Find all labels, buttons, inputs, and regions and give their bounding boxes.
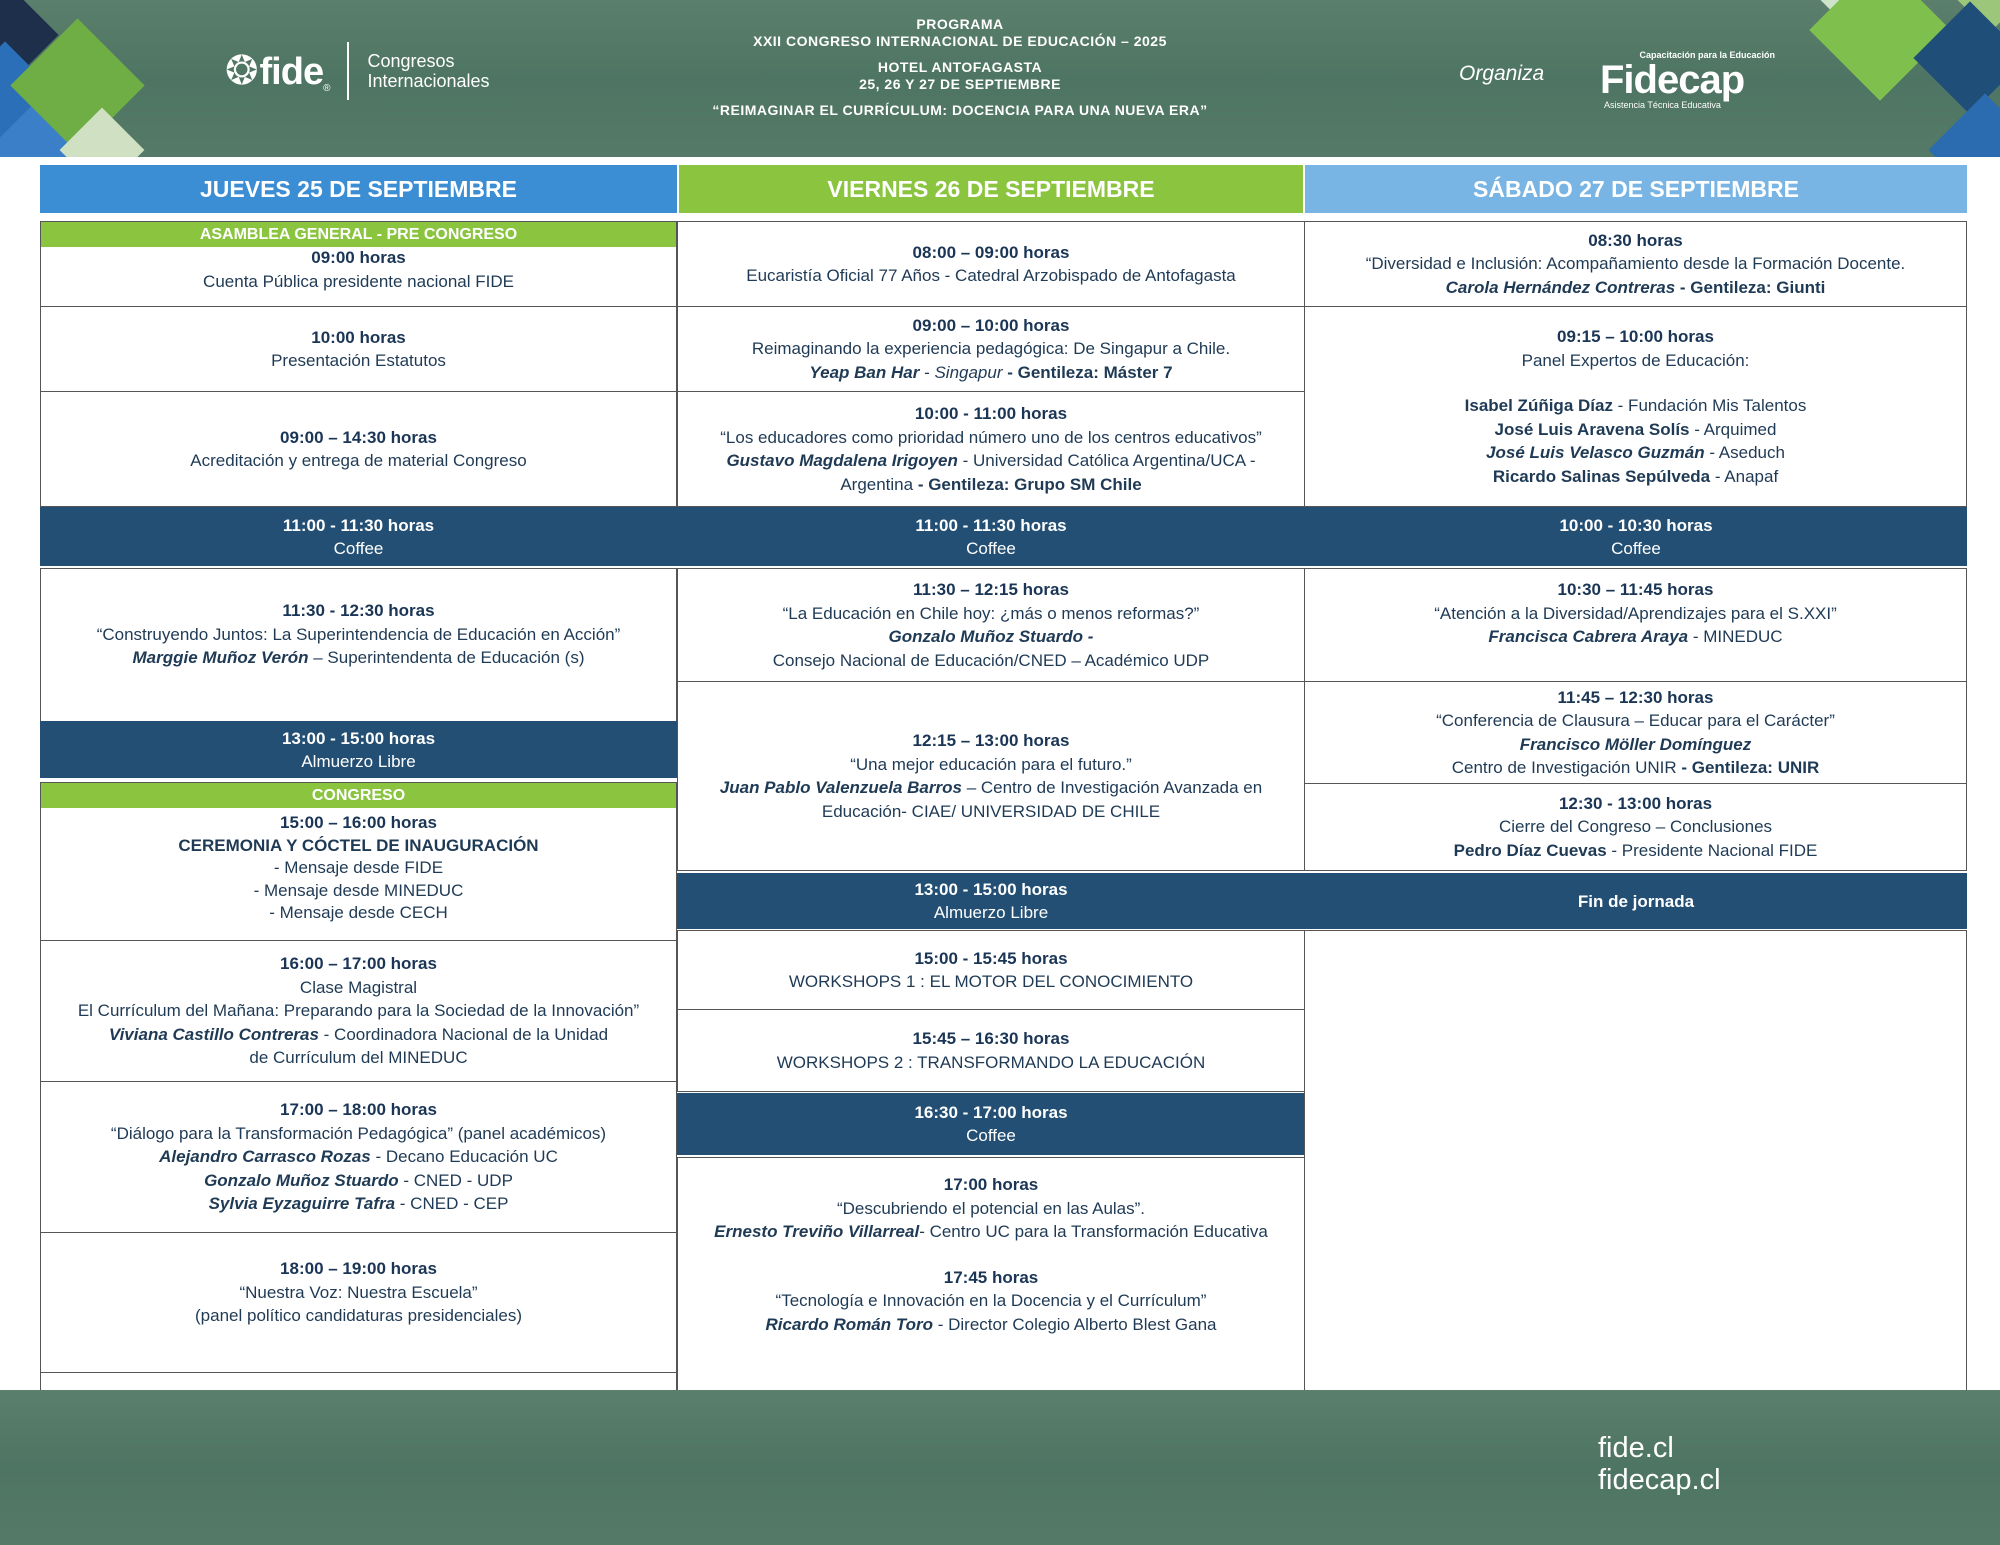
- day-header-saturday: SÁBADO 27 DE SEPTIEMBRE: [1305, 165, 1967, 213]
- logo-divider: [347, 42, 349, 100]
- speaker-name: Carola Hernández Contreras: [1445, 277, 1676, 297]
- fidecap-tagline: Capacitación para la Educación: [1639, 50, 1775, 60]
- session-time: 18:00 – 19:00 horas: [280, 1259, 437, 1278]
- session-title: Acreditación y entrega de material Congreso: [190, 451, 527, 470]
- session-cell: [677, 930, 1305, 1010]
- session-time: 10:00 horas: [311, 327, 406, 347]
- panelist-name: Alejandro Carrasco Rozas: [159, 1147, 371, 1167]
- speaker-name: Gustavo Magdalena Irigoyen: [726, 451, 958, 470]
- congress-name: XXII CONGRESO INTERNACIONAL DE EDUCACIÓN – 2025: [753, 33, 1167, 49]
- section-label-asamblea: ASAMBLEA GENERAL - PRE CONGRESO: [41, 222, 676, 247]
- fidecap-link[interactable]: fidecap.cl: [1598, 1464, 1721, 1496]
- break-label: Coffee: [966, 538, 1016, 558]
- day-header-thursday: JUEVES 25 DE SEPTIEMBRE: [40, 165, 677, 213]
- session-cell: [677, 1157, 1305, 1393]
- panelist-name: Gonzalo Muñoz Stuardo: [204, 1170, 399, 1190]
- person-figure-icon: ❂: [225, 49, 258, 93]
- session-cell: [1304, 568, 1967, 682]
- speaker-role: - Presidente Nacional FIDE: [1606, 840, 1818, 860]
- congresos-line-2: Internacionales: [367, 71, 490, 91]
- panelist-name: Sylvia Eyzaguirre Tafra: [208, 1194, 396, 1214]
- speaker-role: – Superintendenta de Educación (s): [308, 648, 585, 667]
- session-title: Cuenta Pública presidente nacional FIDE: [203, 271, 514, 291]
- session-cell: [1304, 783, 1967, 871]
- panelist-role: - Fundación Mis Talentos: [1612, 396, 1807, 415]
- coffee-break-band: [1305, 507, 1967, 566]
- session-cell: [40, 306, 677, 392]
- panelist-role: - CNED - UDP: [398, 1170, 513, 1190]
- panelist-role: - Arquimed: [1689, 419, 1777, 439]
- session-title: WORKSHOPS 2 : TRANSFORMANDO LA EDUCACIÓN: [776, 1052, 1206, 1072]
- session-time: 08:30 horas: [1588, 230, 1683, 250]
- session-cell: [40, 1232, 677, 1373]
- session-title: “Una mejor educación para el futuro.”: [850, 754, 1132, 774]
- session-cell: [1304, 681, 1967, 784]
- session-title: Presentación Estatutos: [271, 351, 446, 370]
- speaker-role: Consejo Nacional de Educación/CNED – Académico UDP: [772, 650, 1210, 670]
- coffee-break-band: [677, 1093, 1305, 1155]
- session-title: Eucaristía Oficial 77 Años - Catedral Arzobispado de Antofagasta: [746, 266, 1236, 285]
- separator: -: [919, 362, 935, 382]
- session-time: 10:00 - 10:30 horas: [1559, 515, 1713, 535]
- session-time: 12:15 – 13:00 horas: [912, 731, 1070, 750]
- congresos-label: [367, 51, 489, 91]
- session-title: “Construyendo Juntos: La Superintendencia de Educación en Acción”: [96, 624, 621, 644]
- session-title: Cierre del Congreso – Conclusiones: [1498, 817, 1773, 837]
- day-header-friday: VIERNES 26 DE SEPTIEMBRE: [679, 165, 1303, 213]
- congresos-line-1: Congresos: [367, 51, 455, 71]
- agenda-item: - Mensaje desde CECH: [269, 903, 448, 922]
- session-time: 11:30 – 12:15 horas: [913, 580, 1069, 599]
- sponsor: - Gentileza: UNIR: [1681, 758, 1820, 777]
- speaker-role: - Universidad Católica Argentina/UCA -: [957, 451, 1256, 470]
- break-label: Almuerzo Libre: [301, 751, 416, 771]
- fide-link[interactable]: fide.cl: [1598, 1432, 1674, 1464]
- sponsor: - Gentileza: Grupo SM Chile: [917, 474, 1142, 494]
- speaker-role: - Centro UC para la Transformación Educativa: [919, 1222, 1268, 1241]
- speaker-role: Argentina: [840, 474, 918, 494]
- lunch-band: [40, 721, 677, 778]
- panelist-name: Ricardo Salinas Sepúlveda: [1492, 466, 1711, 486]
- session-title: El Currículum del Mañana: Preparando para la Sociedad de la Innovación”: [77, 1001, 640, 1021]
- session-title: CEREMONIA Y CÓCTEL DE INAUGURACIÓN: [178, 835, 539, 855]
- session-cell: [40, 940, 677, 1082]
- session-title: “Conferencia de Clausura – Educar para el Carácter”: [1436, 711, 1835, 730]
- break-label: Coffee: [333, 538, 384, 558]
- panelist-role: - Decano Educación UC: [370, 1147, 558, 1167]
- session-cell: [40, 1081, 677, 1233]
- coffee-break-band: [677, 507, 1305, 566]
- fide-wordmark: fide: [259, 51, 324, 93]
- speaker-name: Ernesto Treviño Villarreal: [714, 1222, 920, 1241]
- speaker-country: Singapur: [934, 362, 1003, 382]
- sponsor: - Gentileza: Máster 7: [1002, 362, 1173, 382]
- speaker-role: – Centro de Investigación Avanzada en: [961, 778, 1263, 797]
- session-time: 13:00 - 15:00 horas: [914, 880, 1068, 899]
- speaker-name: Marggie Muñoz Verón: [132, 648, 309, 667]
- session-time: 15:45 – 16:30 horas: [912, 1029, 1070, 1048]
- session-title: “Nuestra Voz: Nuestra Escuela”: [239, 1282, 478, 1302]
- session-cell: [1304, 221, 1967, 307]
- lunch-band: [677, 873, 1305, 929]
- empty-cell: [40, 1372, 677, 1392]
- congress-theme: “REIMAGINAR EL CURRÍCULUM: DOCENCIA PARA UNA NUEVA ERA”: [712, 102, 1208, 118]
- session-time: 10:30 – 11:45 horas: [1557, 580, 1714, 599]
- session-title: “Descubriendo el potencial en las Aulas”.: [836, 1198, 1146, 1218]
- session-cell: [677, 568, 1305, 682]
- end-of-day-band: [1305, 873, 1967, 929]
- session-title: “Diversidad e Inclusión: Acompañamiento desde la Formación Docente.: [1365, 254, 1906, 274]
- speaker-name: Pedro Díaz Cuevas: [1453, 840, 1607, 860]
- session-title: Reimaginando la experiencia pedagógica: De Singapur a Chile.: [751, 339, 1231, 359]
- session-time: 15:00 - 15:45 horas: [914, 948, 1068, 968]
- session-title: “La Educación en Chile hoy: ¿más o menos reformas?”: [782, 603, 1200, 623]
- program-title: [600, 16, 1320, 119]
- coffee-break-band: [40, 507, 677, 566]
- session-time: 12:30 - 13:00 horas: [1558, 793, 1713, 813]
- session-time: 09:00 – 14:30 horas: [280, 427, 437, 447]
- session-cell: [677, 221, 1305, 307]
- session-time: 11:45 – 12:30 horas: [1557, 687, 1714, 707]
- sponsor: - Gentileza: Giunti: [1675, 277, 1826, 297]
- session-title: “Tecnología e Innovación en la Docencia y el Currículum”: [775, 1291, 1207, 1310]
- speaker-role: Educación- CIAE/ UNIVERSIDAD DE CHILE: [821, 801, 1161, 821]
- session-time: 09:00 horas: [311, 248, 406, 267]
- registered-mark: ®: [323, 83, 330, 94]
- session-cell: [40, 391, 677, 507]
- session-cell: [40, 568, 677, 722]
- speaker-name: Viviana Castillo Contreras: [108, 1024, 319, 1044]
- venue: HOTEL ANTOFAGASTA: [877, 59, 1043, 75]
- speaker-role: - Director Colegio Alberto Blest Gana: [933, 1314, 1217, 1334]
- fidecap-logo: [1600, 50, 1775, 110]
- end-label: Fin de jornada: [1577, 891, 1695, 911]
- panelist-role: - CNED - CEP: [395, 1194, 509, 1214]
- speaker-name: Yeap Ban Har: [809, 362, 920, 382]
- session-title: WORKSHOPS 1 : EL MOTOR DEL CONOCIMIENTO: [788, 972, 1194, 991]
- session-time: 11:30 - 12:30 horas: [282, 601, 435, 620]
- panelist-role: - Aseduch: [1704, 443, 1785, 462]
- page-header: [0, 0, 2000, 157]
- session-title: Panel Expertos de Educación:: [1521, 350, 1750, 370]
- dates: 25, 26 Y 27 DE SEPTIEMBRE: [859, 76, 1061, 92]
- agenda-item: - Mensaje desde FIDE: [273, 858, 444, 877]
- page-footer: [0, 1390, 2000, 1545]
- break-label: Coffee: [1611, 538, 1661, 558]
- fide-logo: [225, 42, 490, 100]
- speaker-name: Ricardo Román Toro: [765, 1314, 934, 1334]
- speaker-role: Centro de Investigación UNIR: [1451, 758, 1682, 777]
- session-time: 09:15 – 10:00 horas: [1557, 327, 1714, 346]
- session-time: 11:00 - 11:30 horas: [282, 515, 435, 535]
- session-time: 09:00 – 10:00 horas: [912, 315, 1070, 335]
- session-cell: [1304, 306, 1967, 507]
- session-time: 15:00 – 16:00 horas: [280, 813, 437, 832]
- fidecap-wordmark: Fidecap: [1600, 58, 1745, 102]
- session-title: “Los educadores como prioridad número uno de los centros educativos”: [720, 427, 1262, 447]
- speaker-name: Gonzalo Muñoz Stuardo -: [888, 627, 1094, 646]
- session-subtitle: (panel político candidaturas presidenciales): [195, 1306, 522, 1325]
- agenda-item: - Mensaje desde MINEDUC: [253, 880, 464, 900]
- session-title: “Atención a la Diversidad/Aprendizajes para el S.XXI”: [1434, 603, 1837, 623]
- session-time: 13:00 - 15:00 horas: [281, 728, 436, 748]
- session-cell: [677, 391, 1305, 507]
- session-title: “Diálogo para la Transformación Pedagógica” (panel académicos): [110, 1123, 607, 1143]
- speaker-name: Francisco Möller Domínguez: [1519, 734, 1752, 754]
- speaker-role: - MINEDUC: [1688, 627, 1783, 646]
- session-cell: [677, 681, 1305, 871]
- program-heading: PROGRAMA: [916, 16, 1004, 32]
- speaker-role: - Coordinadora Nacional de la Unidad: [318, 1024, 609, 1044]
- session-cell: [677, 1009, 1305, 1092]
- session-time: 16:00 – 17:00 horas: [280, 954, 437, 974]
- session-cell: [40, 221, 677, 307]
- panelist-name: José Luis Aravena Solís: [1494, 419, 1690, 439]
- session-time: 08:00 – 09:00 horas: [912, 242, 1070, 262]
- speaker-role: de Currículum del MINEDUC: [249, 1048, 468, 1068]
- empty-cell: [1304, 930, 1967, 1393]
- session-time: 10:00 - 11:00 horas: [914, 404, 1068, 423]
- session-type: Clase Magistral: [299, 977, 418, 997]
- session-time: 17:00 – 18:00 horas: [280, 1100, 437, 1120]
- session-time: 11:00 - 11:30 horas: [915, 515, 1067, 535]
- session-time: 17:45 horas: [943, 1267, 1039, 1287]
- session-time: 16:30 - 17:00 horas: [914, 1103, 1068, 1122]
- organiza-label: Organiza: [1459, 62, 1545, 85]
- session-cell: [40, 782, 677, 941]
- panelist-role: - Anapaf: [1710, 466, 1779, 486]
- panelist-name: Isabel Zúñiga Díaz: [1464, 396, 1613, 415]
- speaker-name: Francisca Cabrera Araya: [1488, 627, 1689, 646]
- break-label: Coffee: [966, 1126, 1016, 1145]
- section-label-congreso: CONGRESO: [41, 783, 676, 808]
- panelist-name: José Luis Velasco Guzmán: [1486, 443, 1705, 462]
- footer-links: [1598, 1432, 1721, 1496]
- break-label: Almuerzo Libre: [933, 903, 1049, 922]
- session-time: 17:00 horas: [943, 1175, 1039, 1194]
- session-cell: [677, 306, 1305, 392]
- speaker-name: Juan Pablo Valenzuela Barros: [719, 778, 962, 797]
- fidecap-subtitle: Asistencia Técnica Educativa: [1604, 100, 1721, 110]
